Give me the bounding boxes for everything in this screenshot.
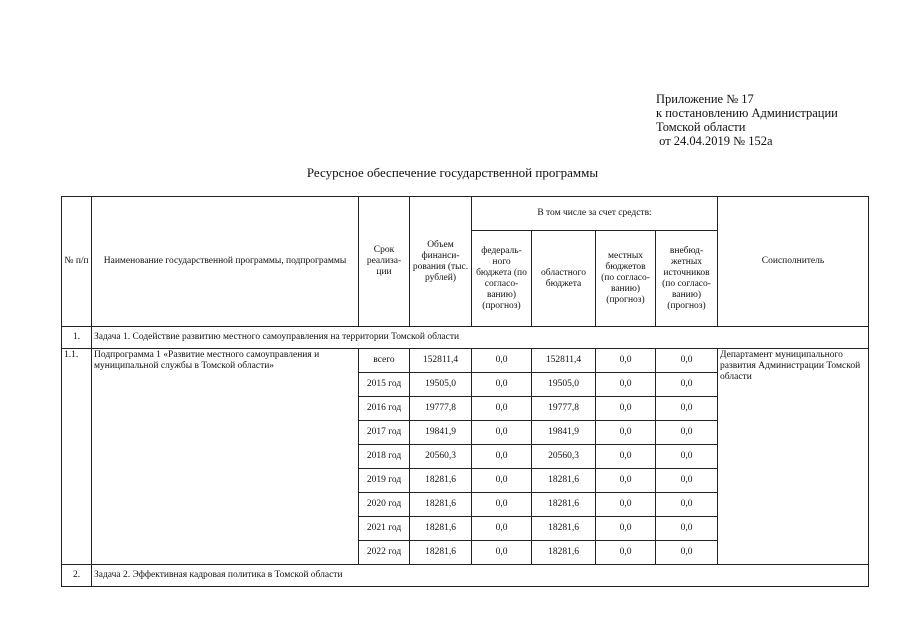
cell-volume: 20560,3: [410, 445, 472, 469]
cell-local: 0,0: [596, 421, 656, 445]
cell-extra: 0,0: [656, 541, 718, 565]
cell-extra: 0,0: [656, 349, 718, 373]
header-name: Наименование государственной программы, подпрограммы: [92, 197, 359, 327]
appendix-line-3: Томской области: [656, 120, 746, 134]
cell-federal: 0,0: [472, 541, 532, 565]
cell-local: 0,0: [596, 517, 656, 541]
appendix-line-4: от 24.04.2019 № 152а: [656, 134, 773, 148]
appendix-line-2: к постановлению Администрации: [656, 106, 838, 120]
cell-regional: 19777,8: [532, 397, 596, 421]
cell-term: 2019 год: [359, 469, 410, 493]
cell-extra: 0,0: [656, 373, 718, 397]
header-federal: федераль-ного бюджета (по согласо-ванию) (прогноз): [472, 231, 532, 327]
cell-extra: 0,0: [656, 397, 718, 421]
task-row: [62, 565, 869, 587]
cell-federal: 0,0: [472, 493, 532, 517]
cell-term: 2017 год: [359, 421, 410, 445]
task-row: [62, 327, 869, 349]
cell-regional: 18281,6: [532, 469, 596, 493]
cell-term: 2021 год: [359, 517, 410, 541]
cell-regional: 18281,6: [532, 517, 596, 541]
cell-local: 0,0: [596, 469, 656, 493]
cell-volume: 18281,6: [410, 541, 472, 565]
header-including: В том числе за счет средств:: [472, 197, 718, 231]
header-term: Срок реализа-ции: [359, 197, 410, 327]
header-extra: внебюд-жетных источников (по согласо-ванию) (прогноз): [656, 231, 718, 327]
appendix-block: [656, 92, 838, 148]
cell-local: 0,0: [596, 373, 656, 397]
cell-volume: 18281,6: [410, 517, 472, 541]
task-2-num: 2.: [62, 565, 92, 587]
cell-federal: 0,0: [472, 397, 532, 421]
header-num: № п/п: [62, 197, 92, 327]
cell-federal: 0,0: [472, 373, 532, 397]
cell-term: 2020 год: [359, 493, 410, 517]
cell-extra: 0,0: [656, 493, 718, 517]
cell-federal: 0,0: [472, 469, 532, 493]
cell-term: всего: [359, 349, 410, 373]
cell-volume: 19505,0: [410, 373, 472, 397]
cell-federal: 0,0: [472, 349, 532, 373]
subprogram-name: Подпрограмма 1 «Развитие местного самоуправления и муниципальной службы в Томской области»: [92, 349, 359, 565]
appendix-line-1: Приложение № 17: [656, 92, 754, 106]
cell-term: 2015 год: [359, 373, 410, 397]
cell-regional: 18281,6: [532, 541, 596, 565]
cell-extra: 0,0: [656, 421, 718, 445]
cell-federal: 0,0: [472, 517, 532, 541]
cell-volume: 19841,9: [410, 421, 472, 445]
cell-volume: 18281,6: [410, 469, 472, 493]
cell-regional: 18281,6: [532, 493, 596, 517]
header-regional: областного бюджета: [532, 231, 596, 327]
header-volume: Объем финанси-рования (тыс. рублей): [410, 197, 472, 327]
subprogram-executor: Департамент муниципального развития Администрации Томской области: [718, 349, 869, 565]
task-1-text: Задача 1. Содействие развитию местного самоуправления на территории Томской области: [92, 327, 869, 349]
cell-term: 2018 год: [359, 445, 410, 469]
cell-federal: 0,0: [472, 421, 532, 445]
cell-regional: 19841,9: [532, 421, 596, 445]
task-1-num: 1.: [62, 327, 92, 349]
cell-local: 0,0: [596, 397, 656, 421]
cell-volume: 152811,4: [410, 349, 472, 373]
cell-federal: 0,0: [472, 445, 532, 469]
cell-local: 0,0: [596, 541, 656, 565]
header-local: местных бюджетов (по согласо-ванию) (прогноз): [596, 231, 656, 327]
cell-extra: 0,0: [656, 445, 718, 469]
cell-regional: 152811,4: [532, 349, 596, 373]
cell-regional: 19505,0: [532, 373, 596, 397]
header-executor: Соисполнитель: [718, 197, 869, 327]
resource-table: [61, 196, 869, 587]
subprogram-num: 1.1.: [62, 349, 92, 565]
cell-local: 0,0: [596, 493, 656, 517]
cell-term: 2016 год: [359, 397, 410, 421]
cell-volume: 19777,8: [410, 397, 472, 421]
table-row: [62, 349, 869, 373]
cell-regional: 20560,3: [532, 445, 596, 469]
cell-volume: 18281,6: [410, 493, 472, 517]
cell-term: 2022 год: [359, 541, 410, 565]
document-title: Ресурсное обеспечение государственной программы: [306, 165, 599, 180]
cell-extra: 0,0: [656, 517, 718, 541]
cell-local: 0,0: [596, 349, 656, 373]
task-2-text: Задача 2. Эффективная кадровая политика в Томской области: [92, 565, 869, 587]
cell-local: 0,0: [596, 445, 656, 469]
cell-extra: 0,0: [656, 469, 718, 493]
